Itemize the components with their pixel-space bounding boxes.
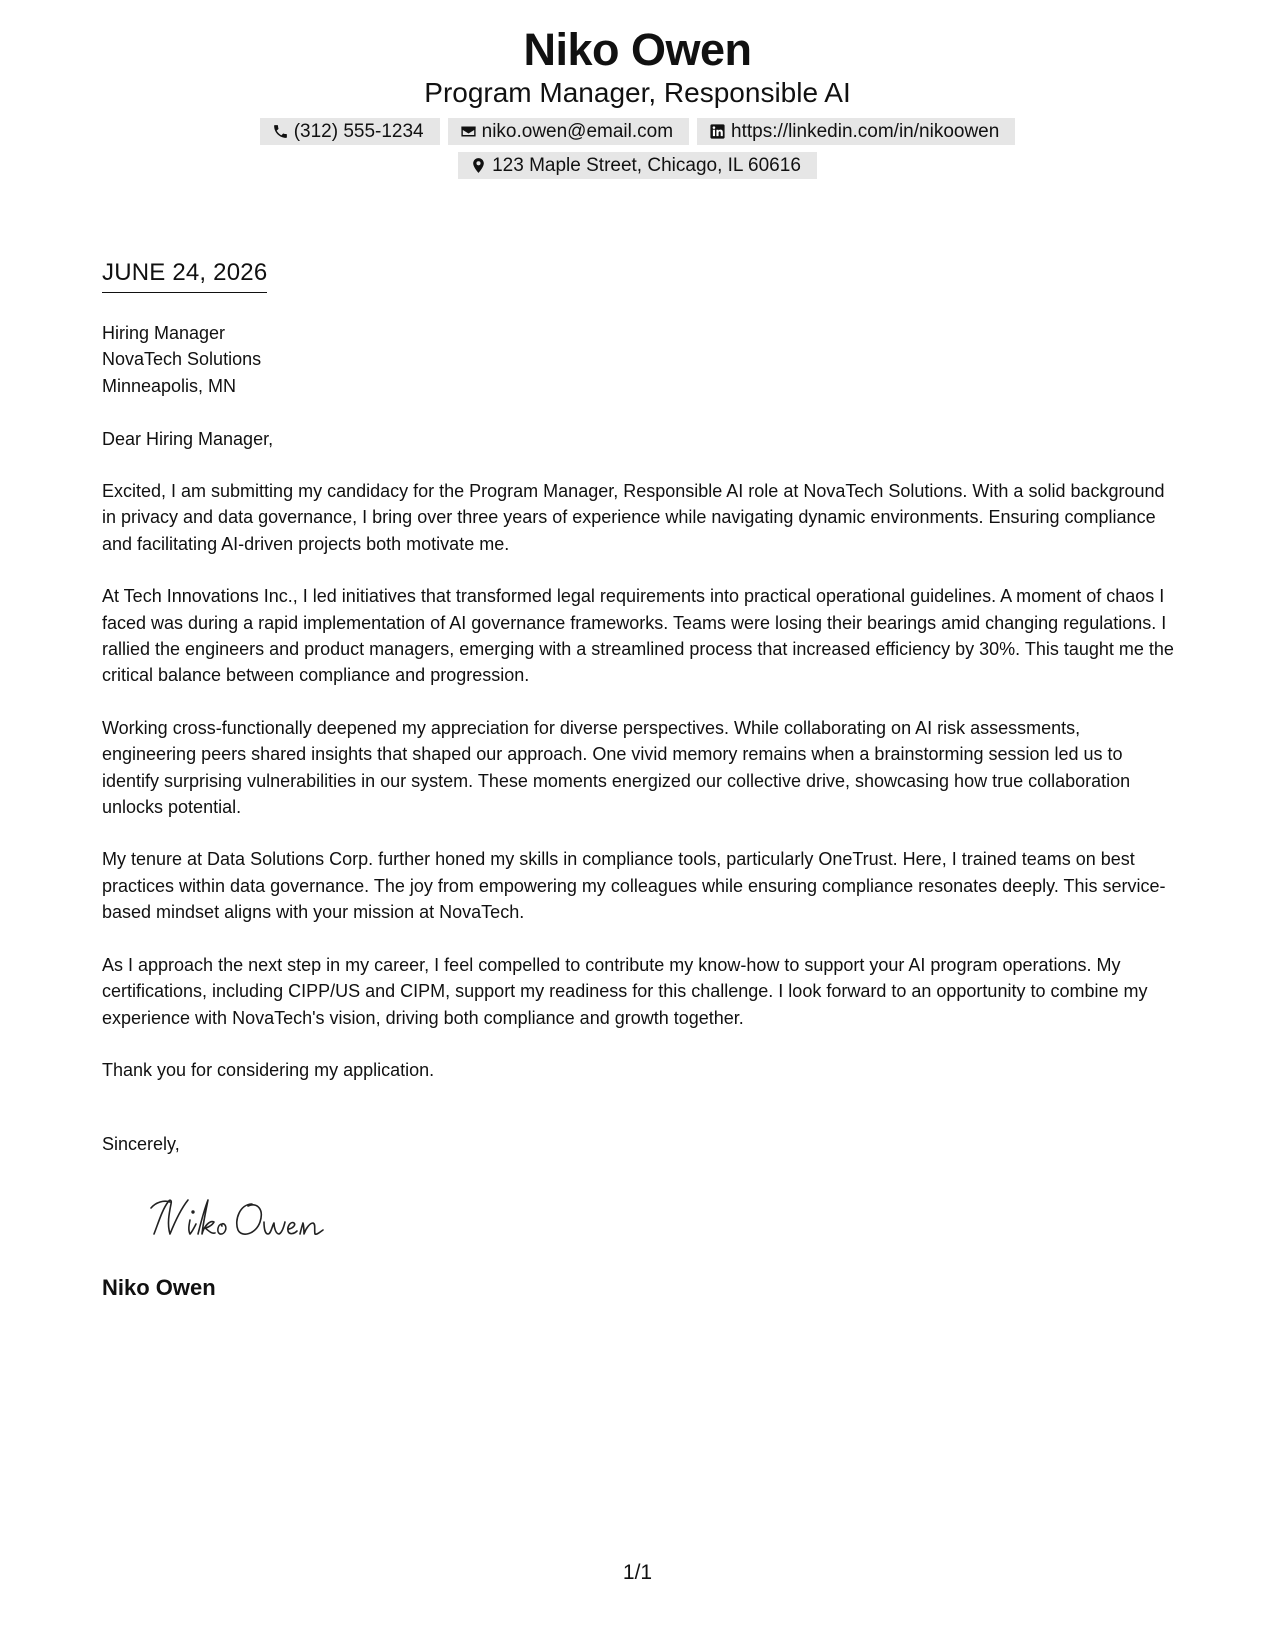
contact-row-primary <box>0 118 1275 145</box>
applicant-title: Program Manager, Responsible AI <box>424 77 851 108</box>
body-paragraph: As I approach the next step in my career, I feel compelled to contribute my know-how to support your AI program operations. My certifications, including CIPP/US and CIPM, support my readiness for this challenge. I look forward to an opportunity to combine my experience with NovaTech's vision, driving both compliance and growth together. <box>102 954 1148 1028</box>
phone-icon <box>272 123 289 140</box>
letter-date: JUNE 24, 2026 <box>102 258 267 293</box>
contact-phone[interactable] <box>260 118 440 145</box>
salutation: Dear Hiring Manager, <box>102 429 274 449</box>
closing: Sincerely, <box>102 1134 180 1154</box>
body-paragraph: Thank you for considering my application. <box>102 1059 435 1080</box>
signature-image <box>148 1190 328 1246</box>
contact-address[interactable] <box>458 152 817 179</box>
phone-text: (312) 555-1234 <box>293 121 424 142</box>
applicant-name: Niko Owen <box>523 24 752 75</box>
contact-row-secondary <box>0 152 1275 179</box>
body-paragraph: Working cross-functionally deepened my appreciation for diverse perspectives. While collaborating on AI risk assessments, engineering peers shared insights that shaped our approach. One vivid memory remains when a brainstorming session led us to identify surprising vulnerabilities in our system. These moments energized our collective drive, showcasing how true collaboration unlocks potential. <box>102 717 1131 818</box>
body-paragraph: At Tech Innovations Inc., I led initiatives that transformed legal requirements into practical operational guidelines. A moment of chaos I faced was during a rapid implementation of AI governance frameworks. Teams were losing their bearings amid changing regulations. I rallied the engineers and product managers, emerging with a streamlined process that increased efficiency by 30%. This taught me the critical balance between compliance and progression. <box>102 586 1174 686</box>
map-pin-icon <box>470 157 487 174</box>
envelope-icon <box>460 123 477 140</box>
recipient-line: Minneapolis, MN <box>102 375 237 396</box>
email-text: niko.owen@email.com <box>481 121 674 142</box>
recipient-line: NovaTech Solutions <box>102 349 262 370</box>
body-paragraph: Excited, I am submitting my candidacy for the Program Manager, Responsible AI role at NovaTech Solutions. With a solid background in privacy and data governance, I bring over three years of experience while navigating dynamic environments. Ensuring compliance and facilitating AI-driven projects both motivate me. <box>102 481 1165 554</box>
recipient-line: Hiring Manager <box>102 323 226 343</box>
linkedin-icon <box>709 123 726 140</box>
contact-linkedin[interactable] <box>697 118 1015 145</box>
recipient-block <box>102 320 1177 399</box>
letter-header <box>0 22 1275 179</box>
linkedin-text: https://linkedin.com/in/nikoowen <box>731 121 1000 142</box>
address-text: 123 Maple Street, Chicago, IL 60616 <box>492 155 801 176</box>
page-number: 1/1 <box>622 1561 653 1584</box>
signer-name: Niko Owen <box>102 1275 216 1300</box>
contact-email[interactable] <box>448 118 689 145</box>
body-paragraph: My tenure at Data Solutions Corp. further honed my skills in compliance tools, particularly OneTrust. Here, I trained teams on best practices within data governance. The joy from empowering my colleagues while ensuring compliance resonates deeply. This service-based mindset aligns with your mission at NovaTech. <box>102 849 1166 923</box>
letter-body <box>102 478 1177 1109</box>
